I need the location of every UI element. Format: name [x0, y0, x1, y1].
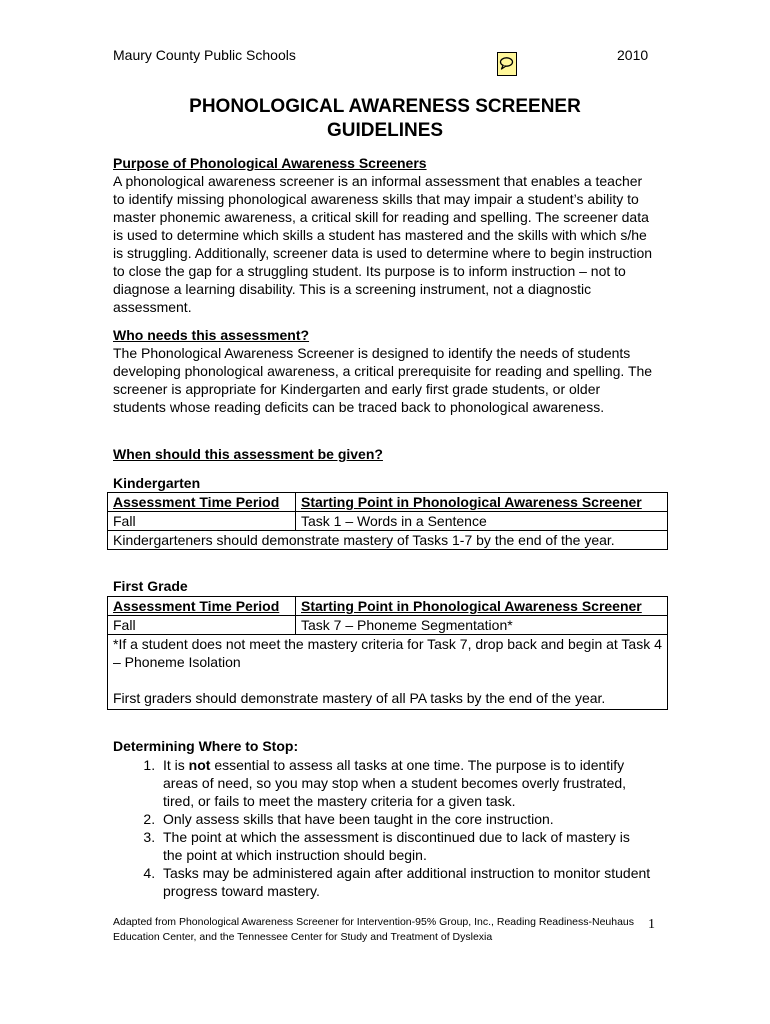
- table-row: [108, 493, 668, 512]
- title-line-1: PHONOLOGICAL AWARENESS SCREENER: [189, 96, 581, 117]
- list-item: 3. The point at which the assessment is discontinued due to lack of mastery is the point at which instruction should begin.: [159, 828, 653, 864]
- col-header-period: Assessment Time Period: [108, 597, 296, 616]
- col-header-start: Starting Point in Phonological Awareness Screener: [296, 597, 668, 616]
- footer-citation: Adapted from Phonological Awareness Screener for Intervention-95% Group, Inc., Reading Readiness-Neuhaus Education Center, and the Tennessee Center for Study and Treatment of Dyslexia: [113, 916, 635, 943]
- page-title: [0, 95, 770, 143]
- mastery-note: First graders should demonstrate mastery of all PA tasks by the end of the year.: [113, 690, 606, 706]
- note-cell: [108, 635, 668, 710]
- title-line-2: GUIDELINES: [326, 120, 444, 141]
- start-cell: Task 1 – Words in a Sentence: [296, 512, 668, 531]
- table-row: [108, 597, 668, 616]
- purpose-heading: Purpose of Phonological Awareness Screeners: [113, 155, 427, 171]
- page-number: 1: [648, 917, 655, 932]
- table-row: [108, 635, 668, 710]
- note-cell: Kindergarteners should demonstrate mastery of Tasks 1-7 by the end of the year.: [108, 531, 668, 550]
- who-heading: Who needs this assessment?: [113, 327, 310, 343]
- list-item: 4. Tasks may be administered again after additional instruction to monitor student progress toward mastery.: [159, 864, 653, 900]
- table-row: [108, 616, 668, 635]
- purpose-body: A phonological awareness screener is an informal assessment that enables a teacher to identify missing phonological awareness skills that may impair a student’s ability to master phonemic awareness, a critical skill for reading and spelling. The screener data is used to determine which skills a student has mastered and the skills with which s/he is struggling. Additionally, screener data is used to determine where to begin instruction to close the gap for a struggling student. Its purpose is to inform instruction – not to diagnose a learning disability. This is a screening instrument, not a diagnostic assessment.: [113, 173, 653, 315]
- list-item: 2. Only assess skills that have been taught in the core instruction.: [159, 810, 653, 828]
- when-heading: When should this assessment be given?: [113, 446, 383, 462]
- document-year: 2010: [617, 47, 649, 63]
- list-item: 1. It is not essential to assess all tasks at one time. The purpose is to identify areas of need, so you may stop when a student becomes overly frustrated, tired, or fails to meet the mastery criteria for a given task.: [159, 756, 653, 810]
- first-grade-label: First Grade: [113, 578, 188, 594]
- first-grade-table: [107, 596, 668, 710]
- stop-heading: Determining Where to Stop:: [113, 738, 299, 754]
- district-name: Maury County Public Schools: [113, 47, 296, 63]
- start-cell: Task 7 – Phoneme Segmentation*: [296, 616, 668, 635]
- fallback-note: *If a student does not meet the mastery criteria for Task 7, drop back and begin at Task 4 – Phoneme Isolation: [113, 636, 662, 670]
- col-header-period: Assessment Time Period: [108, 493, 296, 512]
- speech-bubble-icon[interactable]: [497, 52, 517, 76]
- table-row: [108, 512, 668, 531]
- kindergarten-label: Kindergarten: [113, 475, 201, 491]
- period-cell: Fall: [108, 512, 296, 531]
- col-header-start: Starting Point in Phonological Awareness Screener: [296, 493, 668, 512]
- who-body: The Phonological Awareness Screener is designed to identify the needs of students developing phonological awareness, a critical prerequisite for reading and spelling. The screener is appropriate for Kindergarten and early first grade students, or older students whose reading deficits can be traced back to phonological awareness.: [113, 345, 653, 415]
- stop-list: [113, 756, 653, 900]
- kindergarten-table: [107, 492, 668, 550]
- table-row: [108, 531, 668, 550]
- period-cell: Fall: [108, 616, 296, 635]
